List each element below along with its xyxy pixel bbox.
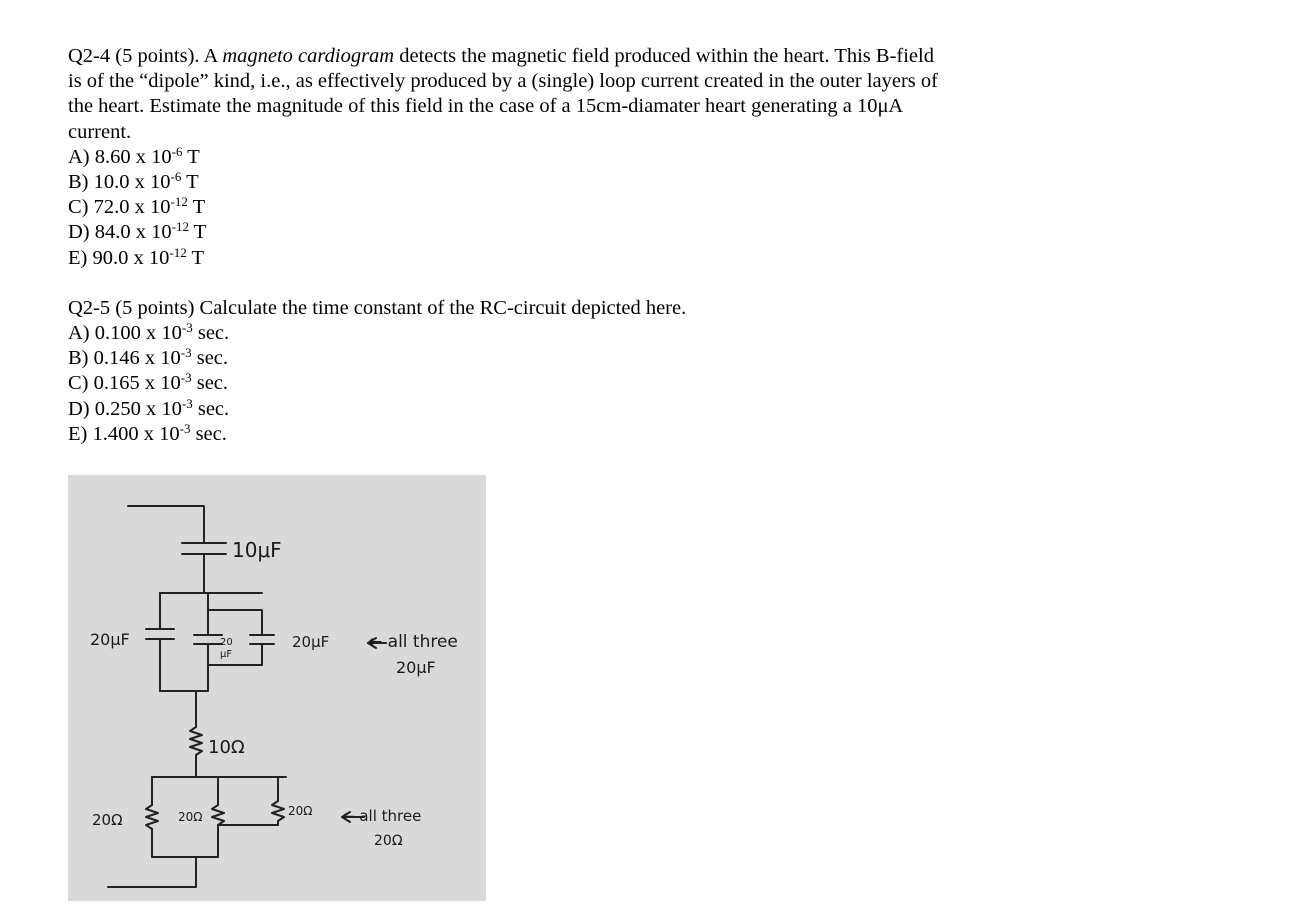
option-q2-5-b: B) 0.146 x $10^{-3}$ sec. <box>68 345 229 370</box>
label-res-right: 20Ω <box>288 804 313 818</box>
rc-circuit-diagram <box>68 475 486 901</box>
label-cap-note-line-2: 20μF <box>396 658 436 677</box>
label-cap-left: 20μF <box>90 630 130 649</box>
resistor-series-zigzag <box>190 727 202 755</box>
option-q2-4-d: D) 84.0 x $10^{-12}$ T <box>68 219 207 244</box>
label-res-note-line-1: ← all three <box>342 807 422 825</box>
cap-mid-branch <box>208 593 262 610</box>
question-q2-5-text: Q2-5 (5 points) Calculate the time constant of the RC-circuit depicted here. <box>68 296 687 319</box>
question-q2-4-body: detects the magnetic field produced within the heart. This B-field is of the “dipole” kind, i.e., as effectively produced by a (single) loop current created in the outer layers of the heart. Estimate the magnitude of this field in the case of a 15cm-diamater heart generating a 10μA current. <box>68 45 938 143</box>
option-q2-5-a: A) 0.100 x $10^{-3}$ sec. <box>68 320 230 345</box>
option-q2-4-a: A) 8.60 x $10^{-6}$ T <box>68 143 200 168</box>
res-mid-zigzag <box>212 805 224 825</box>
rc-circuit-figure <box>68 475 486 901</box>
question-q2-5 <box>68 296 948 447</box>
res-left-zigzag <box>146 805 158 829</box>
question-q2-4-term: magneto cardiogram <box>222 45 395 67</box>
label-cap-top: 10μF <box>232 538 282 562</box>
label-res-note-line-2: 20Ω <box>374 833 403 849</box>
document-page <box>68 44 948 447</box>
cap-right-wire-bottom <box>208 644 262 665</box>
res-right-zigzag <box>272 801 284 821</box>
cap-bank-bottom-rail <box>160 665 208 691</box>
question-q2-4-text <box>68 44 948 145</box>
option-q2-5-d: D) 0.250 x $10^{-3}$ sec. <box>68 395 230 420</box>
res-bank-bottom-rail <box>108 857 196 887</box>
label-res-mid: 20Ω <box>178 810 203 824</box>
label-res-series: 10Ω <box>208 737 245 758</box>
label-cap-right: 20μF <box>292 633 330 651</box>
label-res-left: 20Ω <box>92 811 123 829</box>
option-q2-5-c: C) 0.165 x $10^{-3}$ sec. <box>68 370 229 395</box>
question-q2-4 <box>68 44 948 271</box>
label-cap-mid-unit: μF <box>220 649 233 660</box>
option-q2-4-b: B) 10.0 x $10^{-6}$ T <box>68 169 199 194</box>
option-q2-4-c: C) 72.0 x $10^{-12}$ T <box>68 194 206 219</box>
res-bank-join-wire <box>196 825 218 857</box>
question-q2-4-intro: Q2-4 (5 points). A <box>68 45 223 67</box>
label-cap-mid-value: 20 <box>220 637 233 648</box>
top-terminal-wire <box>128 506 204 543</box>
option-q2-4-e: E) 90.0 x $10^{-12}$ T <box>68 244 204 269</box>
option-q2-5-e: E) 1.400 x $10^{-3}$ sec. <box>68 420 227 445</box>
label-cap-note-line-1: ← all three <box>368 632 458 652</box>
